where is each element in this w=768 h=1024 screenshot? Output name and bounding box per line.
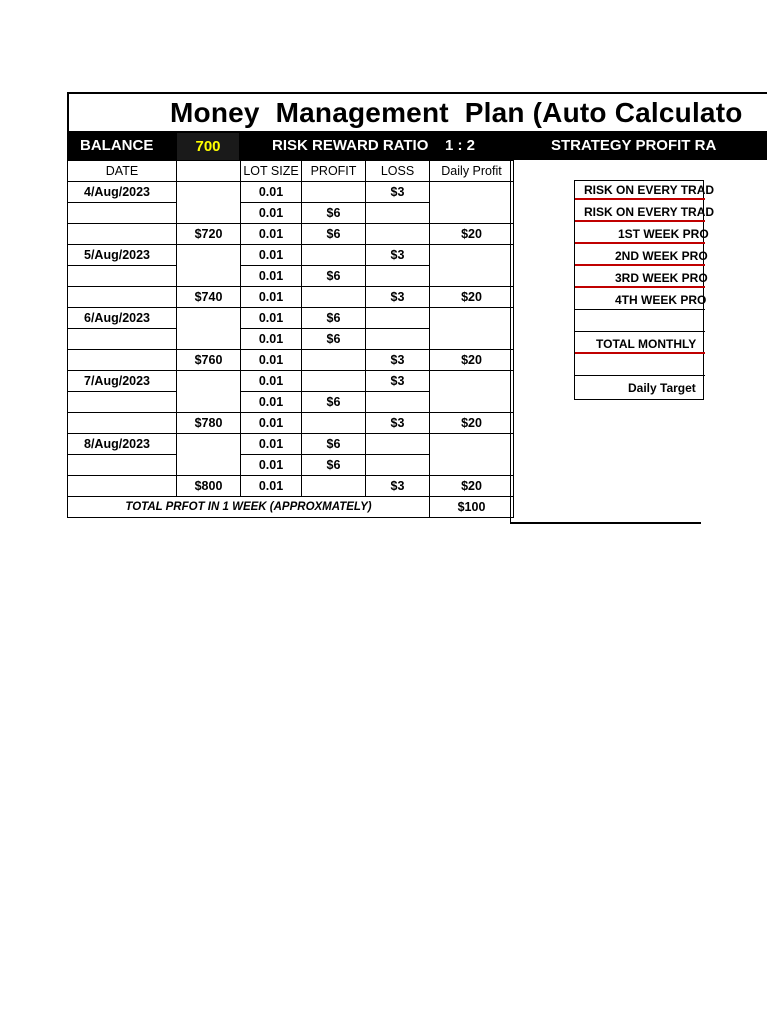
strategy-item-label: RISK ON EVERY TRAD <box>584 183 715 197</box>
balance-cell[interactable] <box>177 434 241 476</box>
date-cell[interactable] <box>68 224 177 245</box>
daily-profit-cell[interactable] <box>430 182 514 224</box>
date-cell[interactable]: 5/Aug/2023 <box>68 245 177 266</box>
loss-cell[interactable]: $3 <box>366 245 430 266</box>
balance-cell[interactable]: $780 <box>177 413 241 434</box>
strategy-item <box>575 379 705 398</box>
loss-cell[interactable]: $3 <box>366 350 430 371</box>
column-header: LOT SIZE <box>241 161 302 182</box>
balance-cell[interactable]: $720 <box>177 224 241 245</box>
spreadsheet <box>67 92 743 524</box>
profit-cell[interactable]: $6 <box>302 392 366 413</box>
date-cell[interactable]: 4/Aug/2023 <box>68 182 177 203</box>
header-band <box>67 133 767 160</box>
table-row <box>68 413 514 434</box>
lot-size-cell[interactable]: 0.01 <box>241 371 302 392</box>
column-header: LOSS <box>366 161 430 182</box>
profit-cell[interactable]: $6 <box>302 203 366 224</box>
balance-cell[interactable]: $740 <box>177 287 241 308</box>
column-header <box>177 161 241 182</box>
profit-cell[interactable]: $6 <box>302 224 366 245</box>
loss-cell[interactable]: $3 <box>366 182 430 203</box>
loss-cell[interactable] <box>366 266 430 287</box>
strategy-panel <box>510 160 715 524</box>
profit-cell[interactable] <box>302 350 366 371</box>
total-value[interactable]: $100 <box>430 497 514 518</box>
date-cell[interactable] <box>68 455 177 476</box>
table-row <box>68 476 514 497</box>
daily-profit-cell[interactable]: $20 <box>430 413 514 434</box>
lot-size-cell[interactable]: 0.01 <box>241 182 302 203</box>
strategy-item <box>575 247 708 266</box>
balance-value[interactable]: 700 <box>177 133 239 160</box>
balance-cell[interactable] <box>177 308 241 350</box>
loss-cell[interactable] <box>366 455 430 476</box>
strategy-item-label: RISK ON EVERY TRAD <box>584 205 715 219</box>
column-header: Daily Profit <box>430 161 514 182</box>
column-header: DATE <box>68 161 177 182</box>
balance-cell[interactable]: $800 <box>177 476 241 497</box>
trade-table <box>67 160 514 518</box>
daily-profit-cell[interactable] <box>430 308 514 350</box>
date-cell[interactable] <box>68 476 177 497</box>
lot-size-cell[interactable]: 0.01 <box>241 329 302 350</box>
strategy-item-label: Daily Target <box>628 381 696 395</box>
loss-cell[interactable] <box>366 434 430 455</box>
lot-size-cell[interactable]: 0.01 <box>241 203 302 224</box>
total-label[interactable]: TOTAL PRFOT IN 1 WEEK (APPROXMATELY) <box>68 497 430 518</box>
date-cell[interactable] <box>68 350 177 371</box>
table-row <box>68 287 514 308</box>
profit-cell[interactable] <box>302 413 366 434</box>
date-cell[interactable] <box>68 413 177 434</box>
balance-cell[interactable] <box>177 371 241 413</box>
strategy-item-label: 3RD WEEK PRO <box>615 271 708 285</box>
strategy-item-label: TOTAL MONTHLY <box>596 337 697 351</box>
strategy-item-label: 4TH WEEK PRO <box>615 293 707 307</box>
date-cell[interactable] <box>68 329 177 350</box>
daily-profit-cell[interactable]: $20 <box>430 287 514 308</box>
strategy-item-label: 1ST WEEK PRO <box>618 227 709 241</box>
daily-profit-cell[interactable] <box>430 434 514 476</box>
daily-profit-cell[interactable]: $20 <box>430 224 514 245</box>
lot-size-cell[interactable]: 0.01 <box>241 350 302 371</box>
lot-size-cell[interactable]: 0.01 <box>241 413 302 434</box>
loss-cell[interactable]: $3 <box>366 371 430 392</box>
lot-size-cell[interactable]: 0.01 <box>241 455 302 476</box>
profit-cell[interactable]: $6 <box>302 434 366 455</box>
daily-profit-cell[interactable] <box>430 245 514 287</box>
strategy-profit-label: STRATEGY PROFIT RA <box>551 137 717 154</box>
lot-size-cell[interactable]: 0.01 <box>241 476 302 497</box>
strategy-item-label: 2ND WEEK PRO <box>615 249 708 263</box>
lot-size-cell[interactable]: 0.01 <box>241 308 302 329</box>
strategy-item <box>575 357 705 376</box>
profit-cell[interactable]: $6 <box>302 455 366 476</box>
profit-cell[interactable] <box>302 371 366 392</box>
column-header: PROFIT <box>302 161 366 182</box>
lot-size-cell[interactable]: 0.01 <box>241 224 302 245</box>
table-row <box>68 245 514 266</box>
strategy-item <box>575 225 709 244</box>
loss-cell[interactable]: $3 <box>366 287 430 308</box>
date-cell[interactable] <box>68 266 177 287</box>
title-band <box>67 92 767 133</box>
balance-cell[interactable]: $760 <box>177 350 241 371</box>
risk-reward-value[interactable]: 1 : 2 <box>445 137 476 154</box>
date-cell[interactable] <box>68 392 177 413</box>
page-title: Money Management Plan (Auto Calculato <box>170 97 743 128</box>
profit-cell[interactable] <box>302 287 366 308</box>
profit-cell[interactable] <box>302 476 366 497</box>
lot-size-cell[interactable]: 0.01 <box>241 434 302 455</box>
lot-size-cell[interactable]: 0.01 <box>241 266 302 287</box>
lot-size-cell[interactable]: 0.01 <box>241 287 302 308</box>
table-row <box>68 182 514 203</box>
table-row <box>68 224 514 245</box>
balance-cell[interactable] <box>177 245 241 287</box>
strategy-item <box>575 269 708 288</box>
lot-size-cell[interactable]: 0.01 <box>241 392 302 413</box>
strategy-box <box>574 180 715 400</box>
date-cell[interactable] <box>68 203 177 224</box>
table-row <box>68 308 514 329</box>
profit-cell[interactable]: $6 <box>302 308 366 329</box>
strategy-item <box>575 313 705 332</box>
profit-cell[interactable] <box>302 245 366 266</box>
balance-label: BALANCE <box>80 137 154 154</box>
table-row <box>68 350 514 371</box>
strategy-item <box>575 291 705 310</box>
date-cell[interactable] <box>68 287 177 308</box>
daily-profit-cell[interactable]: $20 <box>430 350 514 371</box>
loss-cell[interactable]: $3 <box>366 476 430 497</box>
loss-cell[interactable]: $3 <box>366 413 430 434</box>
loss-cell[interactable] <box>366 329 430 350</box>
strategy-item <box>575 335 705 354</box>
profit-cell[interactable]: $6 <box>302 329 366 350</box>
loss-cell[interactable] <box>366 224 430 245</box>
balance-cell[interactable] <box>177 182 241 224</box>
daily-profit-cell[interactable] <box>430 371 514 413</box>
loss-cell[interactable] <box>366 308 430 329</box>
table-row <box>68 434 514 455</box>
loss-cell[interactable] <box>366 392 430 413</box>
date-cell[interactable]: 6/Aug/2023 <box>68 308 177 329</box>
date-cell[interactable]: 7/Aug/2023 <box>68 371 177 392</box>
profit-cell[interactable]: $6 <box>302 266 366 287</box>
strategy-item <box>575 203 715 222</box>
loss-cell[interactable] <box>366 203 430 224</box>
profit-cell[interactable] <box>302 182 366 203</box>
risk-reward-label: RISK REWARD RATIO <box>272 137 429 154</box>
date-cell[interactable]: 8/Aug/2023 <box>68 434 177 455</box>
strategy-item <box>575 181 715 200</box>
lot-size-cell[interactable]: 0.01 <box>241 245 302 266</box>
table-row <box>68 371 514 392</box>
table-header-row <box>68 161 514 182</box>
total-row <box>68 497 514 518</box>
daily-profit-cell[interactable]: $20 <box>430 476 514 497</box>
